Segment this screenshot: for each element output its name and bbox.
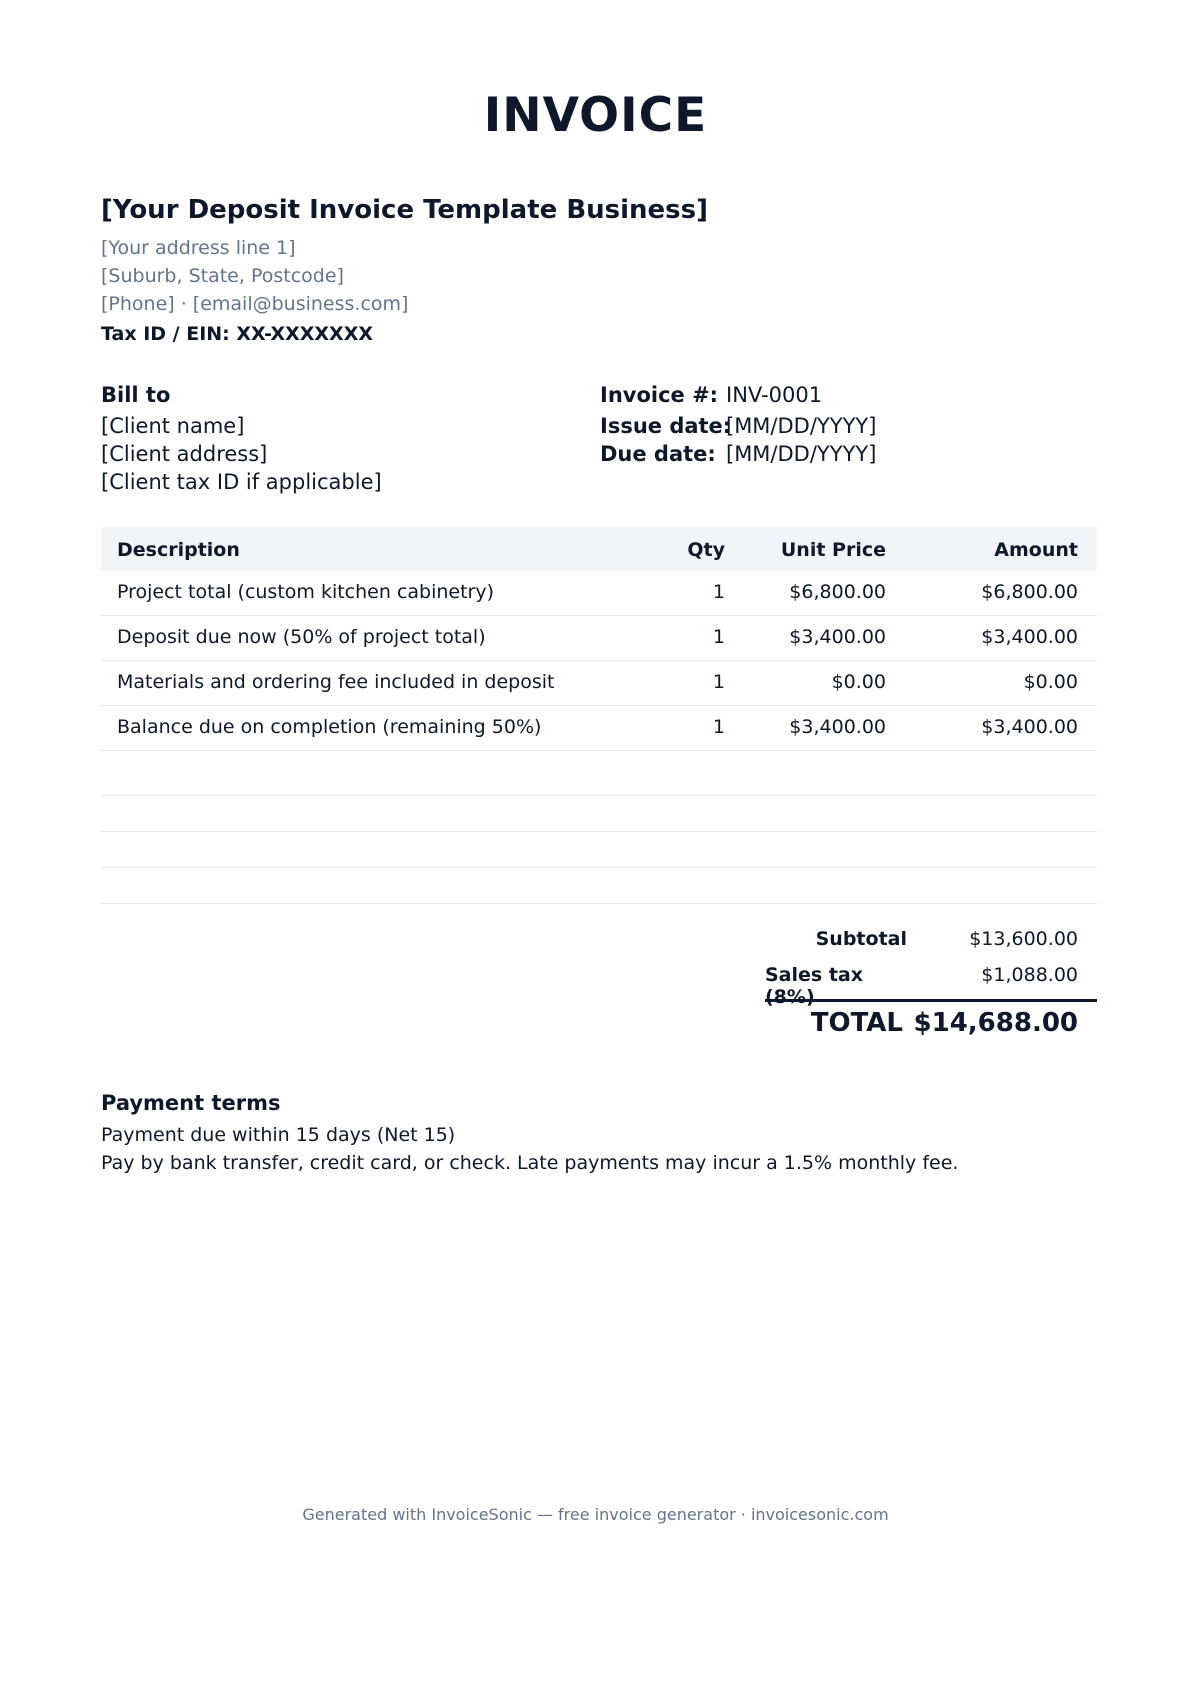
empty-table-row xyxy=(101,751,1097,796)
bill-to-heading: Bill to xyxy=(101,383,171,407)
header-amount: Amount xyxy=(994,539,1078,561)
due-date: [MM/DD/YYYY] xyxy=(726,442,877,466)
due-date-label: Due date: xyxy=(600,442,716,466)
row-description: Project total (custom kitchen cabinetry) xyxy=(117,581,495,603)
total-value: $14,688.00 xyxy=(913,1008,1078,1038)
payment-terms-line1: Payment due within 15 days (Net 15) xyxy=(101,1124,456,1146)
issue-date: [MM/DD/YYYY] xyxy=(726,414,877,438)
header-qty: Qty xyxy=(687,539,725,561)
line-items-table xyxy=(101,527,1097,904)
header-description: Description xyxy=(117,539,240,561)
row-unit-price: $0.00 xyxy=(831,671,886,693)
tax-label: Sales tax (8%) xyxy=(765,964,863,1008)
row-qty: 1 xyxy=(712,581,725,603)
total-label: TOTAL xyxy=(810,1008,903,1038)
tax-row xyxy=(765,961,1097,1008)
row-description: Balance due on completion (remaining 50%) xyxy=(117,716,542,738)
empty-table-row xyxy=(101,796,1097,832)
row-unit-price: $6,800.00 xyxy=(789,581,886,603)
row-qty: 1 xyxy=(712,626,725,648)
table-row xyxy=(101,706,1097,751)
row-amount: $0.00 xyxy=(1023,671,1078,693)
client-tax-id: [Client tax ID if applicable] xyxy=(101,470,382,494)
subtotal-row xyxy=(765,925,1097,961)
grand-total-row xyxy=(765,1002,1097,1050)
table-header xyxy=(101,527,1097,571)
empty-table-row xyxy=(101,868,1097,904)
header-unit-price: Unit Price xyxy=(780,539,886,561)
business-name: [Your Deposit Invoice Template Business] xyxy=(101,195,709,225)
invoice-number-label: Invoice #: xyxy=(600,383,719,407)
table-row xyxy=(101,661,1097,706)
row-unit-price: $3,400.00 xyxy=(789,716,886,738)
client-name: [Client name] xyxy=(101,414,245,438)
row-description: Deposit due now (50% of project total) xyxy=(117,626,486,648)
tax-value: $1,088.00 xyxy=(981,964,1078,986)
payment-terms-heading: Payment terms xyxy=(101,1091,281,1115)
invoice-number: INV-0001 xyxy=(726,383,823,407)
issue-date-label: Issue date: xyxy=(600,414,732,438)
row-amount: $6,800.00 xyxy=(981,581,1078,603)
empty-table-row xyxy=(101,832,1097,868)
subtotal-label: Subtotal xyxy=(815,928,907,950)
subtotal-value: $13,600.00 xyxy=(969,928,1078,950)
table-row xyxy=(101,571,1097,616)
business-address-line1: [Your address line 1] xyxy=(101,237,296,259)
business-address-line2: [Suburb, State, Postcode] xyxy=(101,265,344,287)
row-amount: $3,400.00 xyxy=(981,626,1078,648)
row-qty: 1 xyxy=(712,671,725,693)
client-address: [Client address] xyxy=(101,442,268,466)
footer-text: Generated with InvoiceSonic — free invoice generator · invoicesonic.com xyxy=(302,1505,889,1524)
row-unit-price: $3,400.00 xyxy=(789,626,886,648)
business-tax-id: Tax ID / EIN: XX-XXXXXXX xyxy=(101,323,374,345)
business-contact: [Phone] · [email@business.com] xyxy=(101,293,409,315)
row-amount: $3,400.00 xyxy=(981,716,1078,738)
row-qty: 1 xyxy=(712,716,725,738)
invoice-title: INVOICE xyxy=(483,88,708,143)
totals-block xyxy=(765,925,1097,1050)
payment-terms-line2: Pay by bank transfer, credit card, or check. Late payments may incur a 1.5% monthly fee. xyxy=(101,1152,959,1174)
row-description: Materials and ordering fee included in deposit xyxy=(117,671,555,693)
table-row xyxy=(101,616,1097,661)
